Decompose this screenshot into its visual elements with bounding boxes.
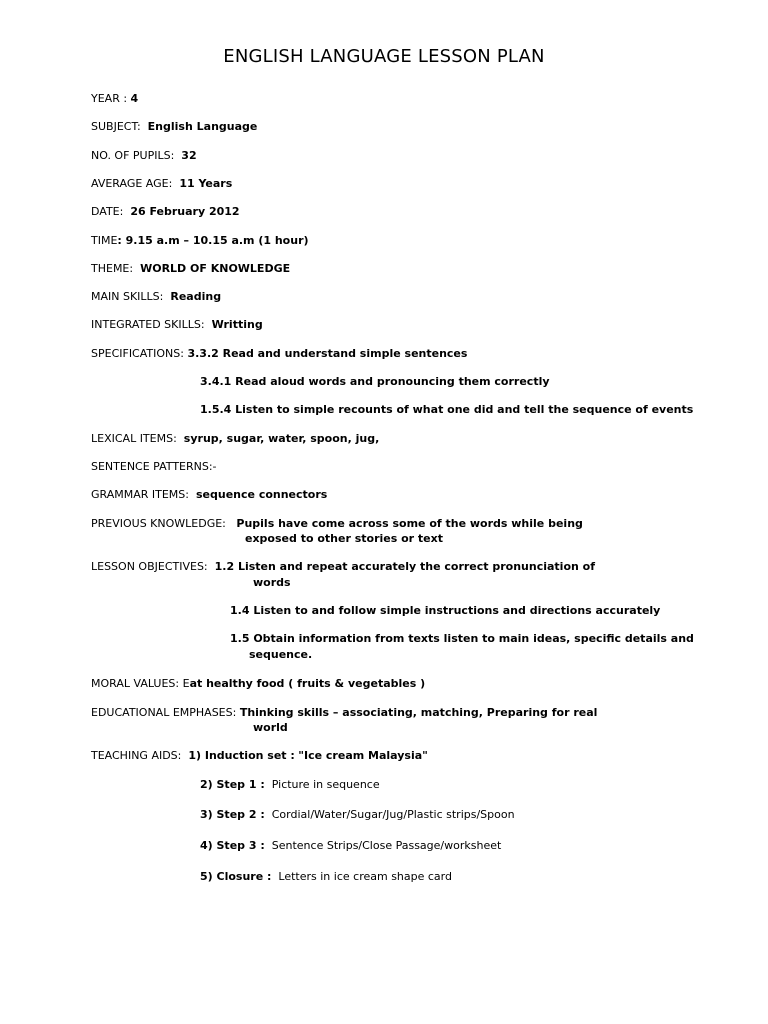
aid-item	[200, 808, 515, 822]
teaching-aids-row	[91, 749, 428, 763]
aid-step: 4) Step 3 :	[200, 839, 265, 852]
subject-row	[91, 120, 257, 134]
specification-item: 3.3.2 Read and understand simple sentences	[187, 347, 468, 360]
aid-text: Sentence Strips/Close Passage/worksheet	[271, 839, 502, 852]
theme-label: THEME:	[91, 262, 134, 275]
aid-text: Cordial/Water/Sugar/Jug/Plastic strips/Spoon	[271, 808, 515, 821]
time-value: : 9.15 a.m – 10.15 a.m (1 hour)	[117, 234, 309, 247]
pupils-label: NO. OF PUPILS:	[91, 149, 175, 162]
lexical-row	[91, 432, 379, 446]
aid-step: 2) Step 1 :	[200, 778, 265, 791]
year-value: 4	[130, 92, 139, 105]
objectives-row	[91, 560, 595, 574]
objective-1-line1: 1.2 Listen and repeat accurately the correct pronunciation of	[214, 560, 596, 573]
sentence-patterns-row	[91, 460, 217, 474]
objective-1-line2: words	[253, 576, 291, 589]
age-value: 11 Years	[179, 177, 233, 190]
time-row	[91, 234, 309, 248]
objective-1-cont	[253, 576, 291, 590]
specifications-label: SPECIFICATIONS:	[91, 347, 184, 360]
time-label: TIME	[91, 234, 118, 247]
aid-step: 3) Step 2 :	[200, 808, 265, 821]
integrated-skills-row	[91, 318, 263, 332]
objective-2-text: 1.4 Listen to and follow simple instructions and directions accurately	[230, 604, 661, 617]
previous-knowledge-line1: Pupils have come across some of the words while being	[236, 517, 583, 530]
date-label: DATE:	[91, 205, 124, 218]
specification-text: 1.5.4 Listen to simple recounts of what one did and tell the sequence of events	[200, 403, 694, 416]
lexical-value: syrup, sugar, water, spoon, jug,	[183, 432, 380, 445]
year-row	[91, 92, 138, 106]
teaching-aids-label: TEACHING AIDS:	[91, 749, 182, 762]
aid-item	[200, 839, 501, 853]
aid-text: Picture in sequence	[271, 778, 380, 791]
previous-knowledge-label: PREVIOUS KNOWLEDGE:	[91, 517, 226, 530]
main-skills-row	[91, 290, 221, 304]
previous-knowledge-line2: exposed to other stories or text	[245, 532, 443, 545]
date-row	[91, 205, 240, 219]
sentence-patterns-label: SENTENCE PATTERNS:-	[91, 460, 217, 473]
objectives-label: LESSON OBJECTIVES:	[91, 560, 208, 573]
previous-knowledge-cont	[245, 532, 443, 546]
subject-value: English Language	[147, 120, 258, 133]
age-row	[91, 177, 232, 191]
specification-text: 3.4.1 Read aloud words and pronouncing them correctly	[200, 375, 550, 388]
page-title: ENGLISH LANGUAGE LESSON PLAN	[223, 46, 545, 67]
moral-values-label: MORAL VALUES: E	[91, 677, 190, 690]
aid-item	[200, 778, 380, 792]
aid-step: 5) Closure :	[200, 870, 272, 883]
objective-3	[230, 632, 694, 646]
moral-values-value: at healthy food ( fruits & vegetables )	[189, 677, 426, 690]
objective-3-line2: sequence.	[249, 648, 313, 661]
pupils-value: 32	[181, 149, 197, 162]
main-skills-label: MAIN SKILLS:	[91, 290, 164, 303]
main-skills-value: Reading	[170, 290, 222, 303]
emphases-row	[91, 706, 597, 720]
emphases-line2: world	[253, 721, 288, 734]
aid-item	[200, 870, 452, 884]
pupils-row	[91, 149, 197, 163]
specification-item	[200, 375, 550, 389]
objective-2	[230, 604, 660, 618]
emphases-line1: Thinking skills – associating, matching, Preparing for real	[239, 706, 598, 719]
grammar-row	[91, 488, 327, 502]
specification-item	[200, 403, 693, 417]
moral-values-row	[91, 677, 425, 691]
integrated-skills-label: INTEGRATED SKILLS:	[91, 318, 205, 331]
aid-text: "Ice cream Malaysia"	[298, 749, 428, 762]
date-value: 26 February 2012	[130, 205, 240, 218]
theme-row	[91, 262, 290, 276]
integrated-skills-value: Writting	[211, 318, 263, 331]
aid-text: Letters in ice cream shape card	[278, 870, 452, 883]
objective-3-cont	[249, 648, 312, 662]
grammar-value: sequence connectors	[196, 488, 328, 501]
year-label: YEAR :	[91, 92, 131, 105]
previous-knowledge-row	[91, 517, 583, 531]
theme-value: WORLD OF KNOWLEDGE	[140, 262, 291, 275]
emphases-cont	[253, 721, 288, 735]
objective-3-line1: 1.5 Obtain information from texts listen to main ideas, specific details and	[230, 632, 694, 645]
aid-step: 1) Induction set :	[188, 749, 295, 762]
emphases-label: EDUCATIONAL EMPHASES:	[91, 706, 237, 719]
subject-label: SUBJECT:	[91, 120, 141, 133]
specifications-row	[91, 347, 467, 361]
age-label: AVERAGE AGE:	[91, 177, 173, 190]
lexical-label: LEXICAL ITEMS:	[91, 432, 177, 445]
grammar-label: GRAMMAR ITEMS:	[91, 488, 189, 501]
